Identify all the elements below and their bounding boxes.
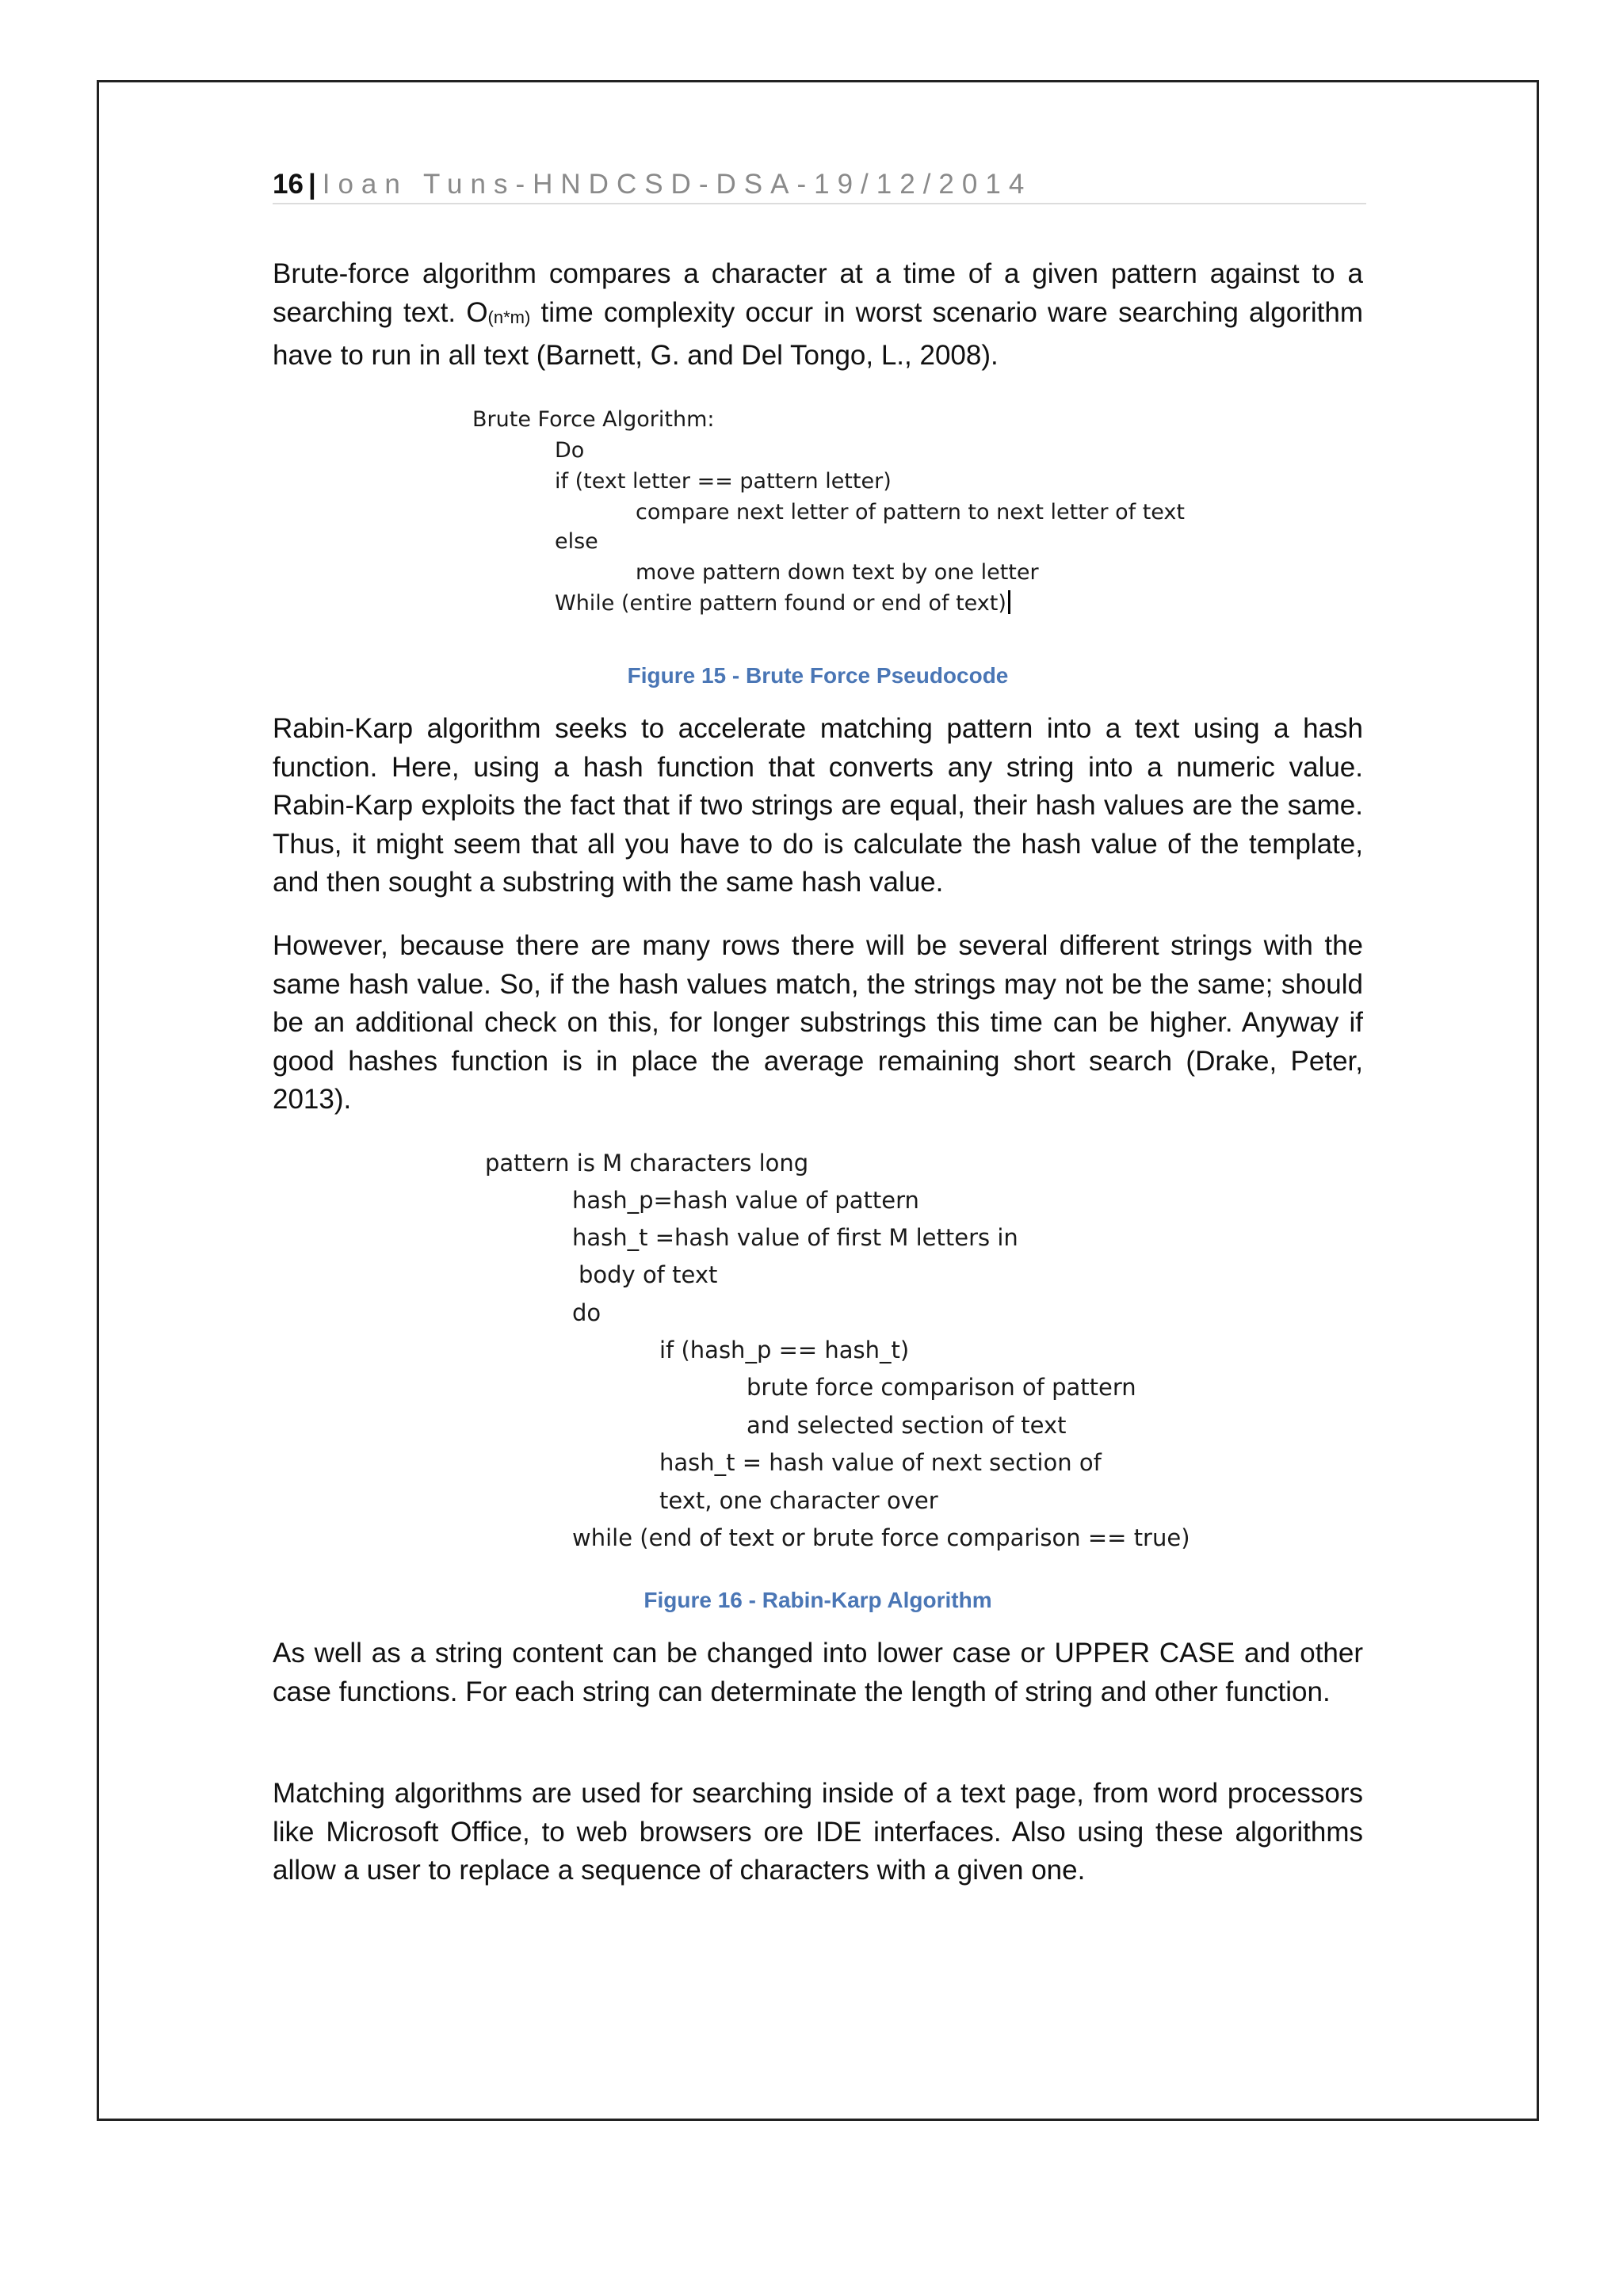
- page-header: [273, 166, 1366, 204]
- code-line-text: While (entire pattern found or end of text): [555, 591, 1006, 616]
- paragraph-rabin-karp: Rabin-Karp algorithm seeks to accelerate matching pattern into a text using a hash function. Here, using a hash function that converts any string into a numeric value. Rabin-Karp exploits the fact that if two strings are equal, their hash values are the same. Thus, it might seem that all you have to do is calculate the hash value of the template, and then sought a substring with the same hash value.: [273, 713, 1363, 898]
- code-line: else: [555, 529, 598, 554]
- code-line: and selected section of text: [747, 1412, 1067, 1439]
- code-line: hash_t =hash value of first M letters in: [572, 1224, 1018, 1251]
- figure-15-caption: Figure 15 - Brute Force Pseudocode: [627, 663, 1009, 688]
- code-line: while (end of text or brute force comparison == true): [572, 1524, 1190, 1551]
- code-line: Do: [555, 438, 585, 463]
- complexity-subscript: (n*m): [487, 307, 531, 327]
- paragraph-text: time complexity occur in worst scenario ware searching algorithm have to run in all text (Barnett, G. and Del Tongo, L., 2008).: [273, 296, 1363, 371]
- code-line: brute force comparison of pattern: [747, 1374, 1136, 1401]
- paragraph-case-functions: As well as a string content can be changed into lower case or UPPER CASE and other case functions. For each string can determinate the length of string and other function.: [273, 1638, 1363, 1707]
- text-cursor: [1008, 590, 1010, 614]
- code-line: Brute Force Algorithm:: [472, 407, 715, 432]
- paragraph-text: Brute-force algorithm compares a character at a time of a given pattern against to a searching text. O: [273, 258, 1363, 328]
- code-line: compare next letter of pattern to next letter of text: [636, 500, 1185, 524]
- code-line: body of text: [579, 1261, 718, 1288]
- header-separator: |: [307, 169, 316, 200]
- code-line: if (text letter == pattern letter): [555, 469, 892, 494]
- header-title: Ioan Tuns-HNDCSD-DSA-19/12/2014: [322, 169, 1033, 200]
- code-line: text, one character over: [659, 1487, 938, 1514]
- page-number: 16: [273, 169, 304, 200]
- code-line: pattern is M characters long: [485, 1150, 809, 1177]
- code-line-last: [555, 590, 1010, 616]
- code-line: do: [572, 1299, 601, 1326]
- paragraph-hash-collisions: However, because there are many rows there will be several different strings with the same hash value. So, if the hash values match, the strings may not be the same; should be an additional check on this, for longer substrings this time can be higher. Anyway if good hashes function is in place the average remaining short search (Drake, Peter, 2013).: [273, 930, 1363, 1115]
- code-line: if (hash_p == hash_t): [659, 1337, 910, 1363]
- code-line: hash_t = hash value of next section of: [659, 1449, 1102, 1476]
- figure-16-caption: Figure 16 - Rabin-Karp Algorithm: [643, 1588, 992, 1612]
- paragraph-matching-uses: Matching algorithms are used for searching inside of a text page, from word processors like Microsoft Office, to web browsers ore IDE interfaces. Also using these algorithms allow a user to replace a sequence of characters with a given one.: [273, 1778, 1363, 1886]
- paragraph-brute-force: [273, 255, 1363, 376]
- code-line: hash_p=hash value of pattern: [572, 1187, 919, 1214]
- code-line: move pattern down text by one letter: [636, 560, 1039, 585]
